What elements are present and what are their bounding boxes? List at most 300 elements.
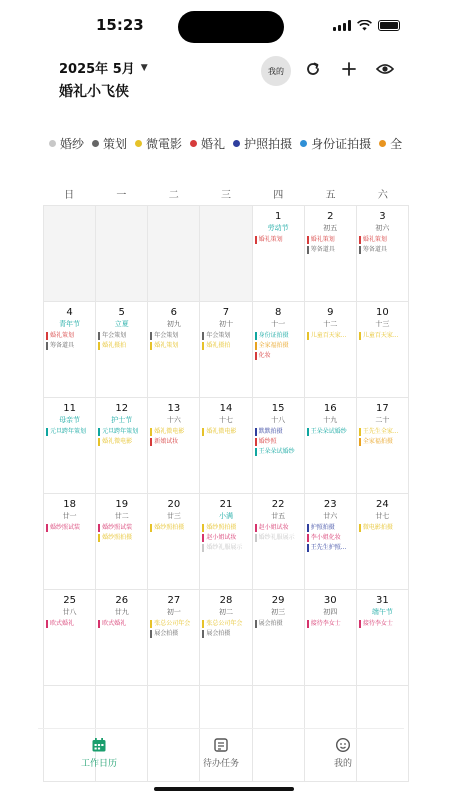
- day-cell[interactable]: [357, 590, 409, 686]
- event-color-bar: [46, 332, 48, 340]
- event-color-bar: [202, 332, 204, 340]
- day-number: 16: [323, 403, 337, 414]
- day-number: 25: [63, 595, 76, 606]
- day-cell[interactable]: [253, 206, 305, 302]
- lunar-date: 廿六: [323, 512, 338, 520]
- weekday-label: 二: [168, 190, 179, 201]
- tab-label: 工作日历: [80, 759, 117, 769]
- legend-dot-icon: [135, 140, 142, 147]
- festival-label: 护士节: [111, 416, 133, 424]
- eye-icon[interactable]: [374, 58, 396, 80]
- day-cell[interactable]: [96, 494, 148, 590]
- event-title: 儿童百天家...: [362, 332, 399, 339]
- event-title: 婚礼策划: [50, 332, 75, 339]
- event-title: 筹备道具: [50, 342, 75, 349]
- event-title: 展会拍摄: [258, 620, 283, 627]
- lunar-date: 十六: [166, 416, 181, 424]
- event-title: 婚礼摄拍: [206, 342, 231, 349]
- day-number: 7: [222, 307, 230, 318]
- event-item[interactable]: [150, 331, 199, 340]
- event-color-bar: [150, 428, 152, 436]
- legend-label: 微電影: [146, 137, 183, 151]
- event-title: 婚纱照试装: [102, 524, 133, 531]
- event-color-bar: [307, 524, 309, 532]
- event-color-bar: [98, 524, 100, 532]
- legend-item[interactable]: [190, 135, 225, 152]
- lunar-date: 二十: [375, 416, 390, 424]
- event-item[interactable]: [255, 437, 304, 446]
- tab-profile[interactable]: [282, 729, 404, 776]
- event-color-bar: [255, 236, 257, 244]
- day-number: 27: [167, 595, 181, 606]
- event-item[interactable]: [150, 427, 199, 436]
- event-color-bar: [98, 332, 100, 340]
- day-cell[interactable]: [357, 302, 409, 398]
- day-cell[interactable]: [200, 398, 252, 494]
- event-title: 婚纱礼服展示: [258, 534, 295, 541]
- day-number: 19: [115, 499, 129, 510]
- event-item[interactable]: [307, 245, 356, 254]
- event-item[interactable]: [202, 523, 251, 532]
- event-color-bar: [359, 246, 361, 254]
- event-item[interactable]: [359, 619, 408, 628]
- event-item[interactable]: [150, 523, 199, 532]
- event-title: 默默拍摄: [258, 428, 283, 435]
- day-cell[interactable]: [44, 398, 96, 494]
- event-item[interactable]: [150, 619, 199, 628]
- event-title: 婚礼微电影: [154, 428, 185, 435]
- event-title: 婚纱礼服展示: [206, 544, 243, 551]
- blank-cell: [200, 206, 252, 302]
- lunar-date: 初一: [166, 608, 181, 616]
- event-color-bar: [255, 448, 257, 456]
- event-item[interactable]: [98, 427, 147, 436]
- lunar-date: 廿五: [271, 512, 286, 520]
- event-item[interactable]: [255, 351, 304, 360]
- page-title: 婚礼小飞侠: [59, 84, 129, 100]
- event-color-bar: [150, 630, 152, 638]
- event-item[interactable]: [255, 331, 304, 340]
- event-item[interactable]: [98, 533, 147, 542]
- event-color-bar: [46, 428, 48, 436]
- legend-label: 婚礼: [201, 137, 226, 151]
- event-title: 年会策划: [102, 332, 127, 339]
- day-number: 20: [167, 499, 181, 510]
- event-item[interactable]: [150, 437, 199, 446]
- event-title: 婚礼策划: [258, 236, 283, 243]
- event-color-bar: [46, 342, 48, 350]
- day-cell[interactable]: [96, 398, 148, 494]
- event-title: 王先生全家...: [362, 428, 399, 435]
- event-item[interactable]: [359, 245, 408, 254]
- event-title: 婚纱照拍摄: [206, 524, 237, 531]
- event-title: 张总公司年会: [154, 620, 191, 627]
- event-color-bar: [359, 236, 361, 244]
- event-item[interactable]: [307, 523, 356, 532]
- event-item[interactable]: [46, 523, 95, 532]
- event-item[interactable]: [359, 523, 408, 532]
- day-cell[interactable]: [148, 302, 200, 398]
- event-color-bar: [255, 438, 257, 446]
- tab-calendar[interactable]: [38, 729, 160, 776]
- status-bar: [0, 0, 449, 50]
- add-icon[interactable]: [338, 58, 360, 80]
- event-item[interactable]: [255, 523, 304, 532]
- day-number: 9: [327, 307, 334, 318]
- caret-down-icon: ▼: [140, 62, 148, 73]
- weekday-label: 四: [273, 190, 284, 201]
- event-item[interactable]: [98, 341, 147, 350]
- weekday-label: 一: [116, 190, 127, 201]
- event-item[interactable]: [98, 331, 147, 340]
- event-title: 接待李女士: [310, 620, 341, 627]
- event-title: 筹备道具: [362, 246, 387, 253]
- event-color-bar: [255, 534, 257, 542]
- refresh-icon[interactable]: [302, 58, 324, 80]
- mine-button[interactable]: 我的: [261, 56, 291, 86]
- day-cell[interactable]: [44, 302, 96, 398]
- day-number: 12: [115, 403, 129, 414]
- event-title: 年会策划: [154, 332, 179, 339]
- calendar-grid: [43, 205, 409, 782]
- battery-icon: [378, 20, 400, 31]
- day-cell[interactable]: [305, 494, 357, 590]
- lunar-date: 廿八: [62, 608, 77, 616]
- day-cell[interactable]: [200, 494, 252, 590]
- event-title: 筹备道具: [310, 246, 335, 253]
- event-item[interactable]: [307, 543, 356, 552]
- lunar-date: 廿三: [166, 512, 181, 520]
- day-number: 14: [219, 403, 233, 414]
- day-number: 18: [63, 499, 76, 510]
- event-item[interactable]: [359, 427, 408, 436]
- month-label: 2025年 5月: [59, 62, 135, 77]
- event-item[interactable]: [46, 427, 95, 436]
- day-number: 11: [63, 403, 76, 414]
- event-color-bar: [202, 544, 204, 552]
- event-item[interactable]: [255, 619, 304, 628]
- event-item[interactable]: [255, 235, 304, 244]
- event-color-bar: [255, 342, 257, 350]
- weekday-label: 三: [220, 190, 231, 201]
- event-title: 化妆: [258, 352, 271, 359]
- day-number: 8: [274, 307, 282, 318]
- event-color-bar: [98, 342, 100, 350]
- day-number: 24: [376, 499, 389, 510]
- event-color-bar: [307, 332, 309, 340]
- month-picker[interactable]: [59, 58, 148, 77]
- lunar-date: 十二: [323, 320, 338, 328]
- festival-label: 青年节: [59, 320, 81, 328]
- legend-item[interactable]: [379, 135, 402, 152]
- event-item[interactable]: [46, 331, 95, 340]
- event-color-bar: [307, 236, 309, 244]
- lunar-date: 初五: [323, 224, 338, 232]
- event-title: 婚纱照试装: [50, 524, 81, 531]
- event-color-bar: [46, 524, 48, 532]
- event-item[interactable]: [307, 235, 356, 244]
- event-title: 护照拍摄: [310, 524, 335, 531]
- day-number: 26: [115, 595, 129, 606]
- event-color-bar: [150, 332, 152, 340]
- event-item[interactable]: [98, 619, 147, 628]
- lunar-date: 初九: [166, 320, 181, 328]
- event-title: 王朵朵试婚纱: [310, 428, 347, 435]
- event-title: 婚纱照: [258, 438, 277, 445]
- day-number: 2: [327, 211, 334, 222]
- day-cell[interactable]: [253, 398, 305, 494]
- signal-icon: [333, 20, 351, 31]
- legend-item[interactable]: [92, 135, 127, 152]
- legend-label: 护照拍摄: [244, 137, 293, 151]
- event-title: 婚礼策划: [362, 236, 387, 243]
- day-cell[interactable]: [305, 206, 357, 302]
- event-title: 全家福拍摄: [362, 438, 393, 445]
- weekday-header: [43, 186, 409, 201]
- festival-label: 立夏: [114, 320, 129, 328]
- event-title: 年会策划: [206, 332, 231, 339]
- day-cell[interactable]: [357, 398, 409, 494]
- weekday-label: 五: [325, 190, 336, 201]
- legend-label: 策划: [103, 137, 128, 151]
- event-title: 婚礼微电影: [206, 428, 237, 435]
- day-cell[interactable]: [200, 590, 252, 686]
- profile-icon: [335, 737, 351, 753]
- festival-label: 母亲节: [59, 416, 81, 424]
- event-color-bar: [150, 524, 152, 532]
- calendar-icon: [91, 737, 107, 753]
- event-title: 婚礼策划: [310, 236, 335, 243]
- tab-label: 我的: [333, 759, 352, 769]
- day-cell[interactable]: [148, 494, 200, 590]
- event-color-bar: [202, 428, 204, 436]
- blank-cell: [44, 206, 96, 302]
- event-color-bar: [150, 620, 152, 628]
- event-color-bar: [202, 630, 204, 638]
- lunar-date: 初十: [218, 320, 233, 328]
- event-color-bar: [359, 438, 361, 446]
- event-title: 全家福拍摄: [258, 342, 289, 349]
- day-number: 6: [170, 307, 178, 318]
- event-color-bar: [359, 332, 361, 340]
- event-color-bar: [359, 620, 361, 628]
- day-number: 22: [271, 499, 285, 510]
- event-item[interactable]: [202, 543, 251, 552]
- weekday-label: 日: [64, 190, 75, 201]
- event-color-bar: [255, 332, 257, 340]
- event-color-bar: [255, 620, 257, 628]
- event-title: 婚礼策划: [154, 342, 179, 349]
- event-item[interactable]: [307, 427, 356, 436]
- day-number: 3: [379, 211, 386, 222]
- event-color-bar: [307, 544, 309, 552]
- day-cell[interactable]: [44, 494, 96, 590]
- event-item[interactable]: [255, 447, 304, 456]
- event-title: 婚纱照拍摄: [154, 524, 185, 531]
- day-cell[interactable]: [253, 302, 305, 398]
- day-number: 17: [376, 403, 389, 414]
- event-item[interactable]: [359, 235, 408, 244]
- day-cell[interactable]: [148, 398, 200, 494]
- day-number: 21: [219, 499, 233, 510]
- event-item[interactable]: [202, 331, 251, 340]
- lunar-date: 十七: [218, 416, 233, 424]
- day-cell[interactable]: [200, 302, 252, 398]
- event-title: 微电影拍摄: [362, 524, 393, 531]
- home-indicator: [154, 787, 294, 791]
- legend-label: 身份证拍摄: [311, 137, 372, 151]
- lunar-date: 廿九: [114, 608, 129, 616]
- event-title: 儿童百天家...: [310, 332, 347, 339]
- day-cell[interactable]: [253, 590, 305, 686]
- legend-dot-icon: [92, 140, 99, 147]
- event-item[interactable]: [202, 427, 251, 436]
- day-cell[interactable]: [96, 590, 148, 686]
- event-item[interactable]: [202, 341, 251, 350]
- legend-item[interactable]: [233, 135, 292, 152]
- event-item[interactable]: [46, 619, 95, 628]
- status-time: 15:23: [96, 16, 144, 34]
- event-color-bar: [359, 428, 361, 436]
- event-color-bar: [255, 352, 257, 360]
- dynamic-island: [178, 11, 284, 43]
- event-item[interactable]: [359, 331, 408, 340]
- event-item[interactable]: [255, 533, 304, 542]
- event-title: 展会拍摄: [206, 630, 231, 637]
- day-cell[interactable]: [357, 206, 409, 302]
- lunar-date: 廿一: [62, 512, 77, 520]
- event-color-bar: [307, 534, 309, 542]
- event-color-bar: [98, 620, 100, 628]
- event-title: 婚纱照拍摄: [102, 534, 133, 541]
- event-item[interactable]: [150, 629, 199, 638]
- day-number: 10: [376, 307, 389, 318]
- event-color-bar: [98, 428, 100, 436]
- lunar-date: 十九: [323, 416, 338, 424]
- lunar-date: 初六: [375, 224, 390, 232]
- event-title: 赵小姐试妆: [258, 524, 289, 531]
- event-title: 赵小姐试妆: [206, 534, 237, 541]
- event-color-bar: [46, 620, 48, 628]
- event-item[interactable]: [202, 619, 251, 628]
- event-item[interactable]: [98, 437, 147, 446]
- lunar-date: 十三: [375, 320, 390, 328]
- event-color-bar: [202, 620, 204, 628]
- festival-label: 小满: [218, 512, 233, 520]
- event-title: 王先生护照...: [310, 544, 347, 551]
- legend-dot-icon: [49, 140, 56, 147]
- event-item[interactable]: [202, 533, 251, 542]
- day-cell[interactable]: [96, 302, 148, 398]
- day-number: 4: [66, 307, 73, 318]
- event-title: 婚礼微电影: [102, 438, 133, 445]
- event-title: 李小姐化妆: [310, 534, 341, 541]
- weekday-label: 六: [377, 190, 388, 201]
- event-item[interactable]: [307, 331, 356, 340]
- tab-task-list[interactable]: [160, 729, 282, 776]
- legend-item[interactable]: [300, 135, 371, 152]
- day-cell[interactable]: [148, 590, 200, 686]
- day-number: 5: [118, 307, 125, 318]
- event-item[interactable]: [255, 341, 304, 350]
- day-number: 15: [271, 403, 285, 414]
- lunar-date: 廿七: [375, 512, 390, 520]
- event-title: 元旦跨年策划: [102, 428, 139, 435]
- legend-dot-icon: [379, 140, 386, 147]
- event-item[interactable]: [307, 533, 356, 542]
- day-cell[interactable]: [305, 590, 357, 686]
- event-color-bar: [359, 524, 361, 532]
- lunar-date: 十一: [271, 320, 286, 328]
- festival-label: 端午节: [371, 608, 393, 616]
- legend-dot-icon: [300, 140, 307, 147]
- event-title: 展会拍摄: [154, 630, 179, 637]
- day-number: 13: [167, 403, 181, 414]
- lunar-date: 初四: [323, 608, 338, 616]
- blank-cell: [148, 206, 200, 302]
- event-color-bar: [307, 620, 309, 628]
- day-number: 23: [323, 499, 337, 510]
- legend-label: 全: [390, 137, 403, 151]
- day-cell[interactable]: [253, 494, 305, 590]
- event-item[interactable]: [359, 437, 408, 446]
- blank-cell: [96, 206, 148, 302]
- event-color-bar: [150, 438, 152, 446]
- event-title: 接待李女士: [362, 620, 393, 627]
- event-item[interactable]: [202, 629, 251, 638]
- event-title: 欧式婚礼: [102, 620, 127, 627]
- event-item[interactable]: [150, 341, 199, 350]
- lunar-date: 廿二: [114, 512, 129, 520]
- event-color-bar: [307, 428, 309, 436]
- day-cell[interactable]: [44, 590, 96, 686]
- legend-dot-icon: [233, 140, 240, 147]
- event-color-bar: [202, 524, 204, 532]
- event-color-bar: [98, 438, 100, 446]
- wifi-icon: [357, 20, 372, 31]
- lunar-date: 初三: [271, 608, 286, 616]
- legend-label: 婚纱: [60, 137, 85, 151]
- day-cell[interactable]: [305, 302, 357, 398]
- event-color-bar: [98, 534, 100, 542]
- event-item[interactable]: [307, 619, 356, 628]
- lunar-date: 十八: [271, 416, 286, 424]
- event-title: 新娘试妆: [154, 438, 179, 445]
- event-title: 欧式婚礼: [50, 620, 75, 627]
- event-color-bar: [202, 342, 204, 350]
- tab-label: 待办任务: [202, 759, 239, 769]
- day-number: 29: [271, 595, 285, 606]
- day-cell[interactable]: [305, 398, 357, 494]
- day-number: 31: [376, 595, 389, 606]
- event-item[interactable]: [98, 523, 147, 532]
- legend-item[interactable]: [49, 135, 84, 152]
- day-number: 1: [274, 211, 282, 222]
- event-item[interactable]: [255, 427, 304, 436]
- event-title: 身份证拍摄: [258, 332, 289, 339]
- status-icons: [333, 20, 400, 31]
- event-title: 元旦跨年策划: [50, 428, 87, 435]
- day-cell[interactable]: [357, 494, 409, 590]
- category-legend: [49, 135, 449, 152]
- legend-item[interactable]: [135, 135, 182, 152]
- event-color-bar: [255, 428, 257, 436]
- event-title: 王朵朵试婚纱: [258, 448, 295, 455]
- event-color-bar: [255, 524, 257, 532]
- event-title: 婚礼摄拍: [102, 342, 127, 349]
- event-item[interactable]: [46, 341, 95, 350]
- event-color-bar: [307, 246, 309, 254]
